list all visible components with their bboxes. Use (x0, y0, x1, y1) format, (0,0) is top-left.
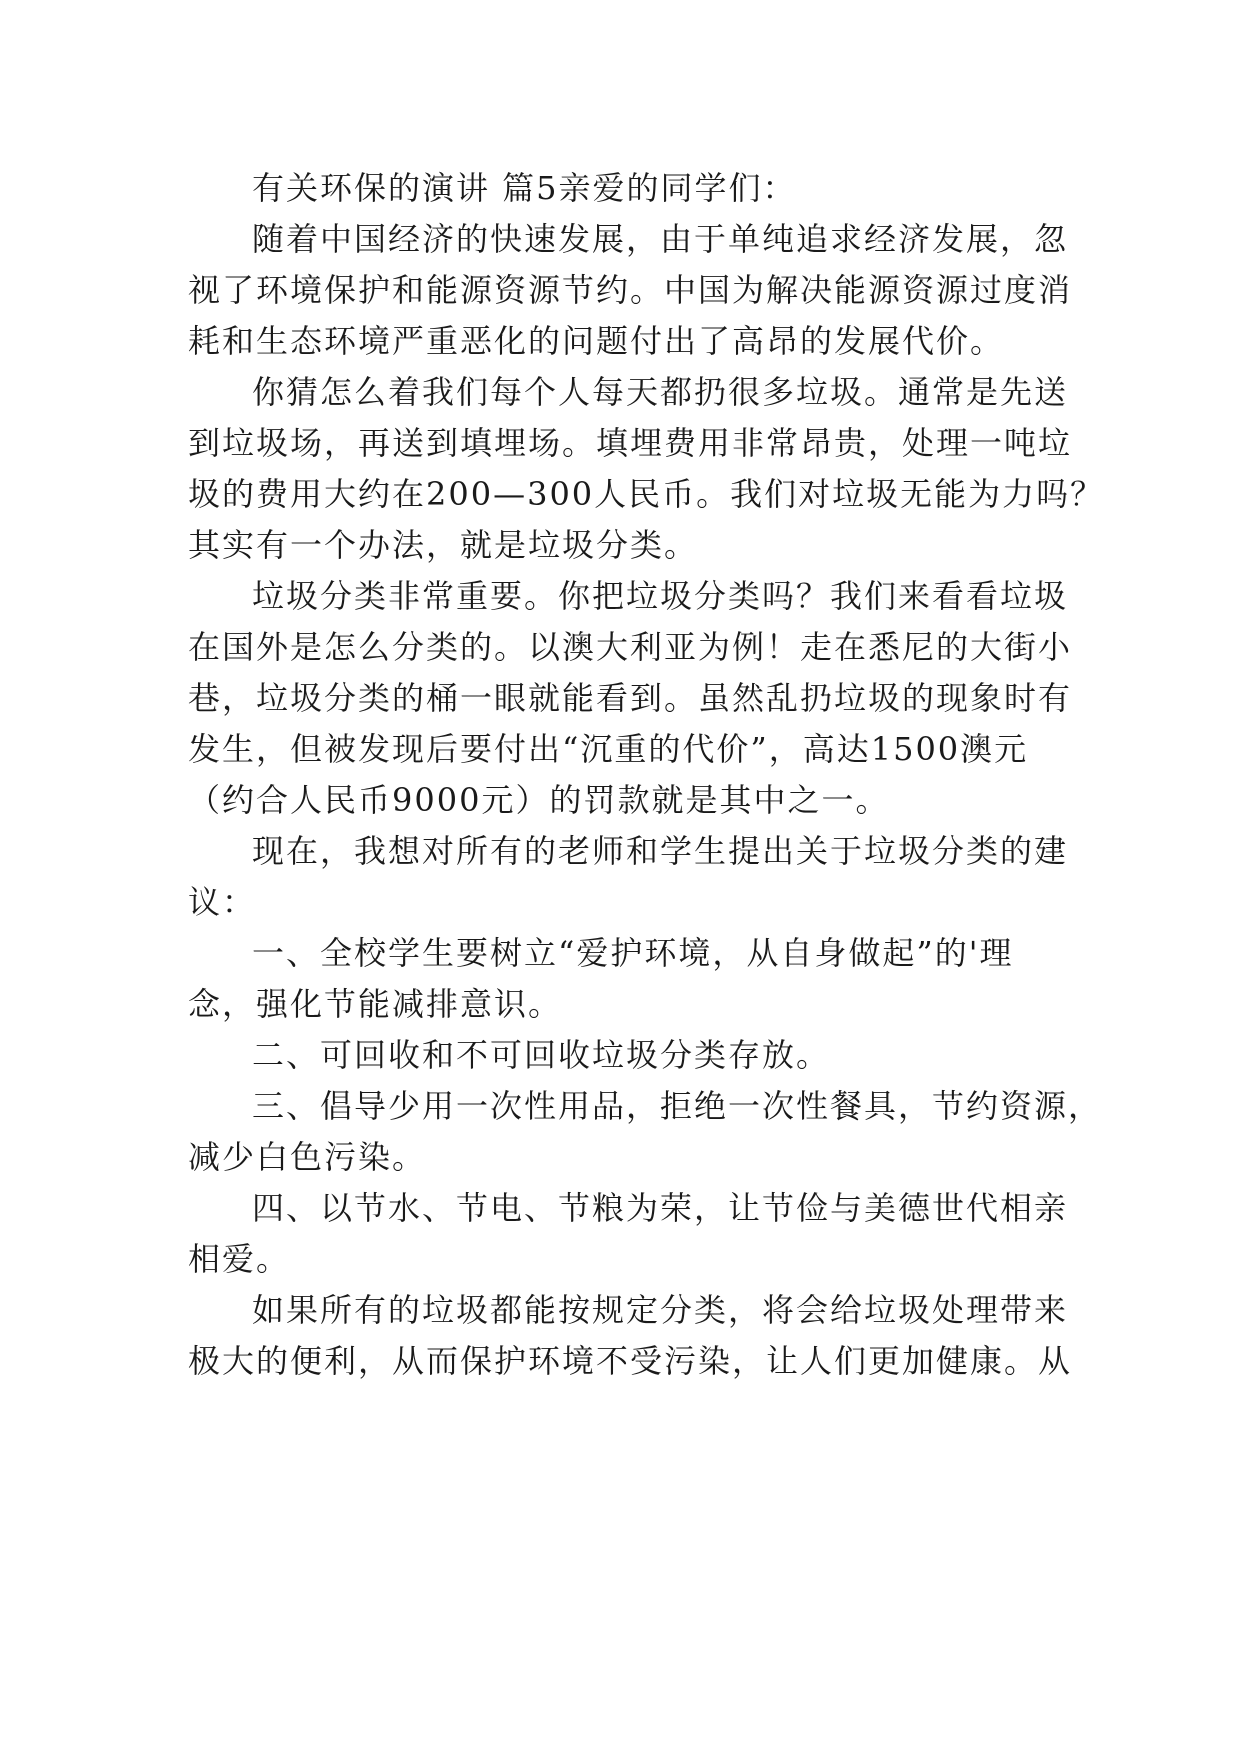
paragraph-line: （约合人民币9000元）的罚款就是其中之一。 (188, 781, 890, 819)
paragraph (188, 1081, 1103, 1183)
paragraph-line: 相爱。 (188, 1240, 291, 1278)
paragraph-line: 垃圾分类非常重要。你把垃圾分类吗？我们来看看垃圾 (252, 577, 1069, 615)
paragraph (188, 1183, 1068, 1285)
paragraph-line: 有关环保的演讲 篇5亲爱的同学们： (252, 169, 797, 207)
paragraph-line: 一、全校学生要树立“爱护环境，从自身做起”的'理 (252, 934, 1014, 972)
paragraph-line: 四、以节水、节电、节粮为荣，让节俭与美德世代相亲 (252, 1189, 1069, 1227)
paragraph-line: 圾的费用大约在200—300人民币。我们对垃圾无能为力吗？ (188, 475, 1105, 513)
paragraph-line: 减少白色污染。 (188, 1138, 427, 1176)
paragraph-line: 到垃圾场，再送到填埋场。填埋费用非常昂贵，处理一吨垃 (188, 424, 1073, 462)
paragraph (188, 214, 1073, 367)
paragraph-line: 你猜怎么着我们每个人每天都扔很多垃圾。通常是先送 (252, 373, 1069, 411)
paragraph (188, 928, 1068, 1030)
paragraph-line: 念，强化节能减排意识。 (188, 985, 563, 1023)
paragraph-line: 极大的便利，从而保护环境不受污染，让人们更加健康。从 (188, 1342, 1073, 1380)
paragraph (188, 826, 1068, 928)
paragraph-line: 巷，垃圾分类的桶一眼就能看到。虽然乱扔垃圾的现象时有 (188, 679, 1073, 717)
paragraph-line: 视了环境保护和能源资源节约。中国为解决能源资源过度消 (188, 271, 1073, 309)
paragraph-line: 现在，我想对所有的老师和学生提出关于垃圾分类的建 (252, 832, 1069, 870)
paragraph (188, 571, 1073, 826)
paragraph-line: 其实有一个办法，就是垃圾分类。 (188, 526, 699, 564)
paragraph-line: 三、倡导少用一次性用品，拒绝一次性餐具，节约资源， (252, 1087, 1103, 1125)
paragraph (188, 1285, 1073, 1387)
paragraph-line: 随着中国经济的快速发展，由于单纯追求经济发展，忽 (252, 220, 1069, 258)
paragraph-line: 二、可回收和不可回收垃圾分类存放。 (252, 1036, 831, 1074)
paragraph-line: 如果所有的垃圾都能按规定分类，将会给垃圾处理带来 (252, 1291, 1069, 1329)
paragraph (188, 163, 1068, 214)
paragraph (188, 367, 1105, 571)
paragraph (188, 1030, 1068, 1081)
paragraph-line: 在国外是怎么分类的。以澳大利亚为例！走在悉尼的大街小 (188, 628, 1073, 666)
paragraph-line: 耗和生态环境严重恶化的问题付出了高昂的发展代价。 (188, 322, 1005, 360)
document-body (188, 163, 1105, 1387)
paragraph-line: 议： (188, 883, 257, 921)
paragraph-line: 发生，但被发现后要付出“沉重的代价”，高达1500澳元 (188, 730, 1029, 768)
